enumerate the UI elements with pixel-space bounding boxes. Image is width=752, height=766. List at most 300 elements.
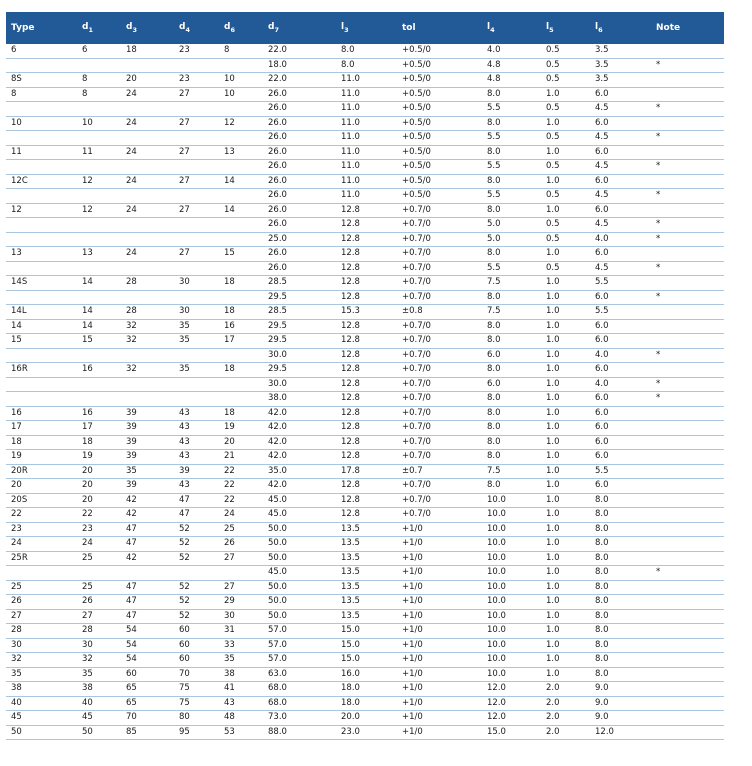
cell-l3: 13.5 [336,537,397,552]
cell-d3: 35 [121,464,174,479]
cell-type: 14L [6,305,77,320]
cell-l3: 12.8 [336,450,397,465]
cell-l3: 13.5 [336,580,397,595]
cell-type: 16 [6,406,77,421]
cell-type: 23 [6,522,77,537]
cell-d6: 25 [219,522,263,537]
cell-tol: +0.5/0 [397,160,482,175]
cell-d7: 73.0 [263,711,336,726]
cell-d4 [174,392,219,407]
cell-type: 27 [6,609,77,624]
cell-l6: 3.5 [590,73,651,88]
cell-tol: ±0.8 [397,305,482,320]
cell-l3: 12.8 [336,392,397,407]
header-l3: $l_3$ [336,12,397,44]
cell-note [651,421,724,436]
cell-l3: 12.8 [336,493,397,508]
cell-l3: 18.0 [336,682,397,697]
cell-d7: 45.0 [263,566,336,581]
cell-l5: 0.5 [541,189,590,204]
cell-l5: 1.0 [541,348,590,363]
cell-d6: 17 [219,334,263,349]
cell-d1 [77,58,121,73]
cell-l6: 3.5 [590,44,651,58]
cell-l6: 8.0 [590,667,651,682]
cell-note [651,551,724,566]
cell-l3: 12.8 [336,247,397,262]
cell-l4: 5.5 [482,160,541,175]
table-row [6,725,724,740]
cell-l6: 6.0 [590,406,651,421]
cell-d6: 10 [219,73,263,88]
cell-type: 20 [6,479,77,494]
cell-l3: 15.0 [336,638,397,653]
cell-note [651,464,724,479]
cell-d1: 35 [77,667,121,682]
cell-tol: +0.7/0 [397,493,482,508]
cell-l4: 5.0 [482,232,541,247]
cell-d7: 26.0 [263,174,336,189]
cell-d1 [77,218,121,233]
cell-type: 20S [6,493,77,508]
cell-d3: 39 [121,435,174,450]
cell-note: * [651,348,724,363]
cell-l3: 12.8 [336,261,397,276]
cell-note [651,73,724,88]
cell-type: 11 [6,145,77,160]
cell-d6: 31 [219,624,263,639]
cell-note [651,508,724,523]
table-row [6,58,724,73]
cell-d3: 20 [121,73,174,88]
cell-tol: +1/0 [397,696,482,711]
cell-l5: 0.5 [541,131,590,146]
cell-l5: 1.0 [541,174,590,189]
header-d6: $d_6$ [219,12,263,44]
cell-tol: +1/0 [397,624,482,639]
cell-tol: +0.7/0 [397,363,482,378]
cell-l6: 8.0 [590,566,651,581]
cell-d6: 18 [219,406,263,421]
cell-d6: 53 [219,725,263,740]
cell-d6 [219,566,263,581]
cell-d1 [77,348,121,363]
cell-l4: 12.0 [482,696,541,711]
cell-l6: 6.0 [590,203,651,218]
cell-note: * [651,131,724,146]
cell-type [6,218,77,233]
cell-d6: 30 [219,609,263,624]
cell-l5: 1.0 [541,145,590,160]
cell-d6 [219,232,263,247]
cell-l4: 15.0 [482,725,541,740]
cell-l6: 6.0 [590,145,651,160]
cell-l6: 8.0 [590,493,651,508]
table-body [6,44,724,740]
table-row [6,537,724,552]
cell-d4 [174,131,219,146]
cell-d4: 35 [174,334,219,349]
cell-d3: 42 [121,551,174,566]
cell-note [651,319,724,334]
cell-d4: 47 [174,493,219,508]
cell-l4: 10.0 [482,566,541,581]
cell-tol: +0.7/0 [397,421,482,436]
cell-d1: 38 [77,682,121,697]
cell-tol: +0.7/0 [397,203,482,218]
cell-d4: 27 [174,116,219,131]
cell-note: * [651,218,724,233]
cell-l4: 10.0 [482,493,541,508]
cell-d1: 20 [77,479,121,494]
cell-l3: 17.8 [336,464,397,479]
cell-tol: +0.5/0 [397,73,482,88]
header-l4: $l_4$ [482,12,541,44]
cell-note [651,174,724,189]
cell-d7: 68.0 [263,696,336,711]
cell-l6: 4.5 [590,131,651,146]
cell-d4 [174,218,219,233]
cell-d6: 14 [219,174,263,189]
cell-l6: 9.0 [590,711,651,726]
cell-d3: 54 [121,653,174,668]
cell-d4: 27 [174,203,219,218]
cell-d7: 28.5 [263,305,336,320]
cell-l6: 8.0 [590,609,651,624]
cell-d7: 26.0 [263,203,336,218]
cell-d6 [219,102,263,117]
cell-l4: 10.0 [482,609,541,624]
cell-d1: 6 [77,44,121,58]
cell-note [651,247,724,262]
cell-type: 8 [6,87,77,102]
cell-d4: 52 [174,537,219,552]
cell-l4: 8.0 [482,363,541,378]
cell-d1: 17 [77,421,121,436]
dimensions-table [6,12,724,740]
cell-d3: 18 [121,44,174,58]
cell-l4: 6.0 [482,377,541,392]
cell-d4: 60 [174,638,219,653]
cell-d7: 26.0 [263,116,336,131]
cell-d6: 21 [219,450,263,465]
cell-tol: +1/0 [397,638,482,653]
cell-note [651,609,724,624]
cell-type: 12C [6,174,77,189]
cell-type: 30 [6,638,77,653]
cell-l5: 2.0 [541,696,590,711]
cell-d4 [174,377,219,392]
cell-note: * [651,377,724,392]
cell-d7: 57.0 [263,624,336,639]
cell-tol: +0.7/0 [397,334,482,349]
cell-l5: 1.0 [541,566,590,581]
cell-l5: 0.5 [541,232,590,247]
cell-l5: 2.0 [541,711,590,726]
cell-l6: 12.0 [590,725,651,740]
header-note: Note [651,12,724,44]
cell-d3: 28 [121,305,174,320]
table-row [6,377,724,392]
cell-d4: 30 [174,276,219,291]
cell-d3: 39 [121,406,174,421]
cell-note: * [651,102,724,117]
cell-l3: 12.8 [336,363,397,378]
cell-d7: 29.5 [263,363,336,378]
cell-d3 [121,58,174,73]
cell-d1: 30 [77,638,121,653]
cell-tol: +1/0 [397,551,482,566]
cell-l3: 12.8 [336,319,397,334]
cell-d1: 20 [77,493,121,508]
cell-d4 [174,58,219,73]
cell-tol: +0.7/0 [397,348,482,363]
cell-d7: 26.0 [263,247,336,262]
cell-type: 32 [6,653,77,668]
cell-l3: 15.0 [336,653,397,668]
cell-d3: 39 [121,479,174,494]
cell-d7: 42.0 [263,450,336,465]
cell-d3 [121,218,174,233]
cell-d4: 43 [174,406,219,421]
cell-l3: 12.8 [336,276,397,291]
cell-d1: 27 [77,609,121,624]
cell-l5: 1.0 [541,551,590,566]
cell-d6: 18 [219,363,263,378]
cell-d3: 70 [121,711,174,726]
cell-d3 [121,261,174,276]
cell-d1 [77,189,121,204]
cell-d7: 29.5 [263,334,336,349]
cell-tol: +0.7/0 [397,290,482,305]
cell-note: * [651,189,724,204]
cell-l3: 23.0 [336,725,397,740]
cell-type: 16R [6,363,77,378]
cell-d7: 18.0 [263,58,336,73]
cell-l6: 4.0 [590,232,651,247]
cell-d6: 10 [219,87,263,102]
table-row [6,435,724,450]
table-row [6,131,724,146]
cell-type: 14 [6,319,77,334]
cell-l5: 1.0 [541,479,590,494]
cell-l6: 9.0 [590,696,651,711]
cell-d4 [174,290,219,305]
cell-l4: 8.0 [482,290,541,305]
cell-d6: 8 [219,44,263,58]
cell-d6: 22 [219,479,263,494]
cell-d3: 28 [121,276,174,291]
cell-d6 [219,261,263,276]
table-row [6,595,724,610]
cell-note: * [651,290,724,305]
cell-tol: +1/0 [397,522,482,537]
table-row [6,145,724,160]
cell-l6: 4.5 [590,261,651,276]
cell-d6: 16 [219,319,263,334]
cell-l4: 4.8 [482,73,541,88]
cell-tol: +0.5/0 [397,145,482,160]
cell-d1: 28 [77,624,121,639]
header-d3: $d_3$ [121,12,174,44]
cell-l3: 12.8 [336,421,397,436]
cell-l3: 15.0 [336,624,397,639]
cell-d7: 26.0 [263,160,336,175]
cell-note [651,638,724,653]
cell-d4: 43 [174,450,219,465]
cell-l3: 12.8 [336,203,397,218]
cell-l4: 10.0 [482,667,541,682]
cell-l3: 20.0 [336,711,397,726]
cell-l5: 1.0 [541,87,590,102]
cell-d4 [174,189,219,204]
cell-d4: 75 [174,696,219,711]
cell-d1: 25 [77,580,121,595]
cell-l3: 12.8 [336,479,397,494]
table-header-row [6,12,724,44]
header-type: Type [6,12,77,44]
cell-d1: 20 [77,464,121,479]
cell-l3: 12.8 [336,218,397,233]
cell-note [651,203,724,218]
cell-l5: 1.0 [541,464,590,479]
cell-d3 [121,566,174,581]
cell-l4: 8.0 [482,450,541,465]
cell-type: 13 [6,247,77,262]
cell-d4: 75 [174,682,219,697]
cell-d3: 47 [121,580,174,595]
cell-d7: 25.0 [263,232,336,247]
cell-l6: 4.0 [590,348,651,363]
header-l6: $l_6$ [590,12,651,44]
cell-note [651,334,724,349]
cell-type [6,232,77,247]
cell-type: 45 [6,711,77,726]
cell-l3: 12.8 [336,406,397,421]
cell-d3: 32 [121,363,174,378]
cell-l4: 8.0 [482,87,541,102]
cell-d1: 16 [77,363,121,378]
cell-note [651,145,724,160]
cell-type: 15 [6,334,77,349]
cell-l6: 8.0 [590,522,651,537]
cell-l6: 8.0 [590,653,651,668]
cell-l5: 1.0 [541,595,590,610]
cell-type [6,58,77,73]
cell-tol: +0.5/0 [397,116,482,131]
cell-d3 [121,290,174,305]
cell-tol: +0.5/0 [397,174,482,189]
cell-note [651,363,724,378]
cell-d4: 43 [174,435,219,450]
cell-d7: 50.0 [263,609,336,624]
cell-l3: 11.0 [336,131,397,146]
cell-tol: +1/0 [397,725,482,740]
cell-l4: 8.0 [482,392,541,407]
cell-l4: 4.8 [482,58,541,73]
table-row [6,551,724,566]
cell-l4: 8.0 [482,116,541,131]
cell-d1: 16 [77,406,121,421]
cell-d3: 42 [121,493,174,508]
cell-d1 [77,102,121,117]
cell-l5: 2.0 [541,682,590,697]
header-d4: $d_4$ [174,12,219,44]
cell-l4: 8.0 [482,247,541,262]
cell-l4: 6.0 [482,348,541,363]
cell-d3 [121,160,174,175]
cell-type: 24 [6,537,77,552]
cell-d1 [77,261,121,276]
cell-d1: 14 [77,319,121,334]
cell-l4: 5.5 [482,261,541,276]
cell-l6: 6.0 [590,392,651,407]
cell-l6: 4.5 [590,160,651,175]
cell-l5: 1.0 [541,667,590,682]
table-row [6,44,724,58]
table-row [6,392,724,407]
cell-note: * [651,232,724,247]
cell-d4: 27 [174,174,219,189]
table-row [6,102,724,117]
cell-l3: 8.0 [336,58,397,73]
cell-l5: 1.0 [541,580,590,595]
cell-l3: 8.0 [336,44,397,58]
cell-d7: 50.0 [263,522,336,537]
cell-d3 [121,131,174,146]
cell-l4: 8.0 [482,334,541,349]
cell-d6 [219,290,263,305]
cell-d7: 26.0 [263,145,336,160]
cell-d3 [121,348,174,363]
cell-l6: 5.5 [590,276,651,291]
cell-l4: 5.5 [482,189,541,204]
cell-tol: +0.7/0 [397,261,482,276]
cell-note [651,493,724,508]
cell-d4: 47 [174,508,219,523]
cell-tol: +0.5/0 [397,87,482,102]
cell-l4: 8.0 [482,421,541,436]
cell-l5: 1.0 [541,276,590,291]
cell-d4: 60 [174,653,219,668]
cell-d1 [77,232,121,247]
cell-l4: 5.5 [482,131,541,146]
cell-d1: 12 [77,174,121,189]
cell-d4 [174,102,219,117]
cell-l6: 8.0 [590,508,651,523]
cell-d7: 88.0 [263,725,336,740]
table-row [6,232,724,247]
cell-d6 [219,348,263,363]
cell-d7: 57.0 [263,653,336,668]
cell-type [6,348,77,363]
cell-note: * [651,261,724,276]
cell-note: * [651,58,724,73]
cell-l4: 10.0 [482,537,541,552]
cell-d1: 13 [77,247,121,262]
cell-d3: 24 [121,247,174,262]
cell-d4: 43 [174,421,219,436]
cell-l4: 4.0 [482,44,541,58]
cell-d7: 45.0 [263,508,336,523]
cell-d3 [121,102,174,117]
cell-type: 6 [6,44,77,58]
cell-type [6,160,77,175]
cell-d1: 25 [77,551,121,566]
cell-d6: 18 [219,305,263,320]
table-row [6,464,724,479]
cell-l3: 13.5 [336,522,397,537]
